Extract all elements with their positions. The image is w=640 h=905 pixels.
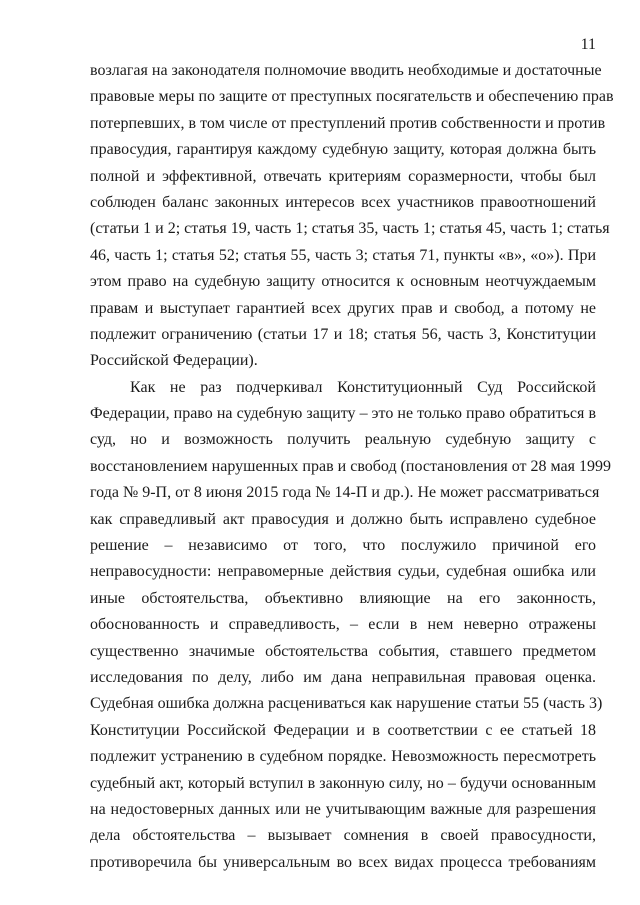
text-line: года № 9-П, от 8 июня 2015 года № 14-П и др.). Не может рассматриваться (90, 484, 600, 502)
text-line: (статьи 1 и 2; статья 19, часть 1; статья 35, часть 1; статья 45, часть 1; статья (90, 220, 610, 238)
text-line: правовые меры по защите от преступных посягательств и обеспечению прав (90, 88, 614, 106)
text-line: восстановлением нарушенных прав и свобод (постановления от 28 мая 1999 (90, 457, 611, 475)
text-line: суд, но и возможность получить реальную судебную защиту с (90, 431, 596, 449)
text-line: правам и выступает гарантией всех других прав и свобод, а потому не (90, 299, 596, 317)
text-line: возлагая на законодателя полномочие вводить необходимые и достаточные (90, 62, 602, 79)
text-line: противоречила бы универсальным во всех видах процесса требованиям (90, 853, 596, 871)
text-line: обоснованность и справедливость, – если в нем неверно отражены (90, 616, 596, 634)
paragraph-first-line: Как не раз подчеркивал Конституционный Суд Российской (130, 378, 596, 396)
text-line: существенно значимые обстоятельства события, ставшего предметом (90, 642, 596, 660)
text-line: неправосудности: неправомерные действия судьи, судебная ошибка или (90, 563, 596, 581)
text-line: этом право на судебную защиту относится к основным неотчуждаемым (90, 273, 596, 291)
text-line: соблюден баланс законных интересов всех участников правоотношений (90, 193, 596, 211)
text-line: полной и эффективной, отвечать критериям соразмерности, чтобы был (90, 167, 596, 185)
text-line: судебный акт, который вступил в законную силу, но – будучи основанным (90, 774, 596, 792)
text-line: иные обстоятельства, объективно влияющие на его законность, (90, 589, 596, 607)
text-line: Судебная ошибка должна расцениваться как нарушение статьи 55 (часть 3) (90, 695, 603, 713)
text-line: потерпевших, в том числе от преступлений против собственности и против (90, 114, 606, 132)
text-line: исследования по делу, либо им дана неправильная правовая оценка. (90, 668, 596, 686)
text-line: как справедливый акт правосудия и должно быть исправлено судебное (90, 510, 596, 528)
document-body (90, 58, 614, 876)
text-line: Российской Федерации). (90, 352, 258, 370)
text-line: на недостоверных данных или не учитывающим важные для разрешения (90, 800, 596, 818)
text-line: 46, часть 1; статья 52; статья 55, часть 3; статья 71, пункты «в», «о»). При (90, 246, 596, 264)
text-line: подлежит ограничению (статьи 17 и 18; статья 56, часть 3, Конституции (90, 325, 596, 343)
text-line: Федерации, право на судебную защиту – это не только право обратиться в (90, 405, 596, 423)
text-line: Конституции Российской Федерации и в соответствии с ее статьей 18 (90, 721, 596, 739)
page-number: 11 (580, 36, 596, 53)
text-line: дела обстоятельства – вызывает сомнения в своей правосудности, (90, 827, 596, 845)
text-line: правосудия, гарантируя каждому судебную защиту, которая должна быть (90, 141, 596, 159)
text-line: подлежит устранению в судебном порядке. Невозможность пересмотреть (90, 748, 596, 766)
text-line: решение – независимо от того, что послужило причиной его (90, 537, 596, 555)
